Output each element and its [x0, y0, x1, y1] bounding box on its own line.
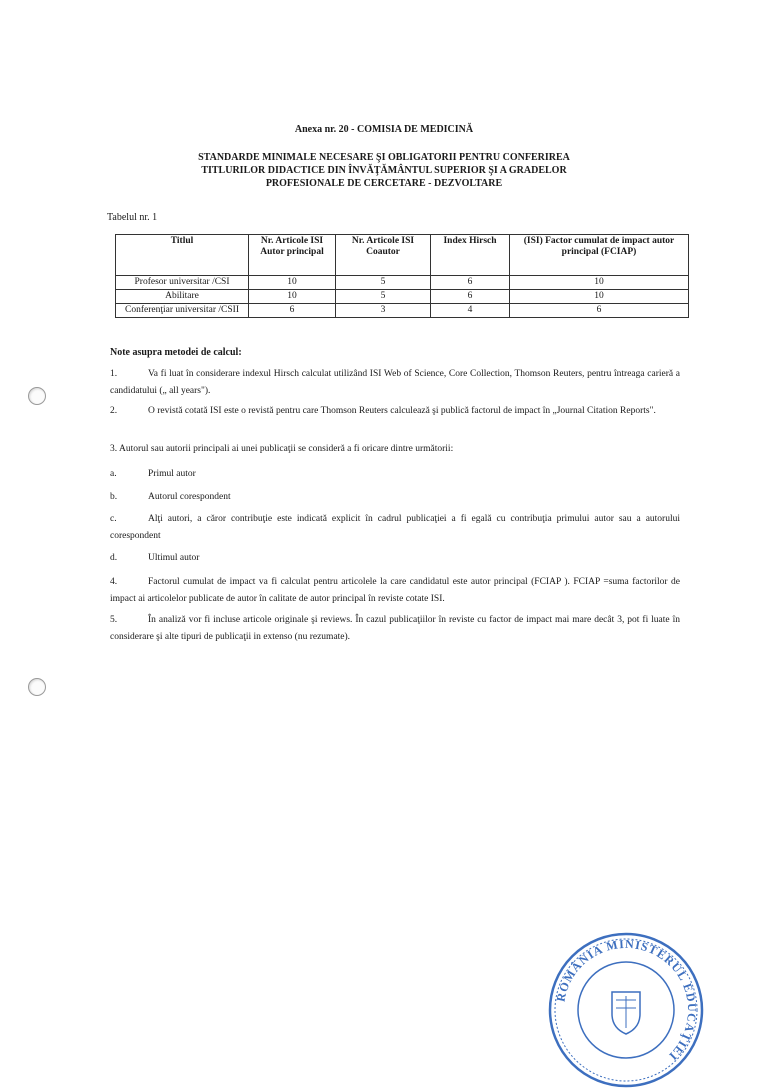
table-cell: Conferenţiar universitar /CSII [116, 304, 249, 318]
table-cell: 3 [336, 304, 431, 318]
table-cell: 5 [336, 290, 431, 304]
note-number: b. [110, 492, 118, 502]
table-row [116, 290, 689, 304]
note-item [110, 466, 680, 483]
binder-hole-icon [28, 387, 46, 405]
table-cell: 10 [249, 290, 336, 304]
column-header-hirsch: Index Hirsch [431, 235, 510, 276]
standards-title-line: PROFESIONALE DE CERCETARE - DEZVOLTARE [265, 178, 503, 189]
note-text: 3. Autorul sau autorii principali ai unei publicaţii se consideră a fi oricare dintre următorii: [110, 444, 454, 454]
table-cell: 4 [431, 304, 510, 318]
table-cell: 5 [336, 276, 431, 290]
column-header-title: Titlul [116, 235, 249, 276]
note-item [110, 574, 680, 608]
table-row [116, 304, 689, 318]
binder-hole-icon [28, 678, 46, 696]
table-header-row [116, 235, 689, 276]
table-cell: Profesor universitar /CSI [116, 276, 249, 290]
note-number: d. [110, 553, 118, 563]
note-text: În analiză vor fi incluse articole originale şi reviews. În cazul publicaţiilor în reviste cu factor de impact mai mare decât 3, pot fi luate în considerare şi alte tipuri de publicaţii in extenso (nu rezumate). [110, 615, 680, 642]
note-text: Primul autor [148, 469, 196, 479]
note-item [110, 441, 680, 458]
official-stamp-icon [546, 930, 706, 1090]
notes-title: Note asupra metodei de calcul: [110, 347, 242, 358]
note-number: 2. [110, 406, 118, 416]
note-text: Ultimul autor [148, 553, 200, 563]
note-text: Factorul cumulat de impact va fi calculat pentru articolele la care candidatul este autor principal (FCIAP ). FCIAP =suma factorilor de impact ai articolelor publicate de autor în calitate de autor principal în reviste cotate ISI. [110, 577, 680, 604]
note-number: 4. [110, 577, 118, 587]
standards-table [115, 234, 689, 318]
note-item [110, 511, 680, 545]
table-cell: 6 [249, 304, 336, 318]
table-cell: 6 [431, 290, 510, 304]
column-header-isi-coauthor: Nr. Articole ISI Coautor [336, 235, 431, 276]
note-item [110, 403, 680, 420]
table-row [116, 276, 689, 290]
note-number: 5. [110, 615, 118, 625]
note-text: O revistă cotată ISI este o revistă pentru care Thomson Reuters calculează şi publică factorul de impact în „Journal Citation Reports". [148, 406, 656, 416]
note-item [110, 366, 680, 400]
note-text: Autorul corespondent [148, 492, 231, 502]
note-text: Va fi luat în considerare indexul Hirsch calculat utilizând ISI Web of Science, Core Collection, Thomson Reuters, pentru întreaga carieră a candidatului („ all years"). [110, 369, 680, 396]
column-header-isi-author: Nr. Articole ISI Autor principal [249, 235, 336, 276]
table-cell: 10 [249, 276, 336, 290]
note-item [110, 550, 680, 567]
note-number: 1. [110, 369, 118, 379]
svg-text:ROMÂNIA MINISTERUL EDUCAŢIEI: ROMÂNIA MINISTERUL EDUCAŢIEI [553, 936, 700, 1064]
table-cell: 10 [510, 290, 689, 304]
note-text: Alţi autori, a căror contribuţie este indicată explicit în cadrul publicaţiei a fi egală cu contribuţia primului autor sau a autorului corespondent [110, 514, 680, 541]
annex-title: Anexa nr. 20 - COMISIA DE MEDICINĂ [294, 124, 474, 135]
note-item [110, 612, 680, 646]
note-number: a. [110, 469, 117, 479]
table-cell: 10 [510, 276, 689, 290]
note-number: c. [110, 514, 117, 524]
standards-title [0, 151, 768, 190]
note-item [110, 489, 680, 506]
standards-title-line: TITLURILOR DIDACTICE DIN ÎNVĂŢĂMÂNTUL SUPERIOR ŞI A GRADELOR [201, 165, 567, 176]
table-cell: Abilitare [116, 290, 249, 304]
standards-title-line: STANDARDE MINIMALE NECESARE ŞI OBLIGATORII PENTRU CONFERIREA [198, 152, 570, 163]
column-header-fciap: (ISI) Factor cumulat de impact autor principal (FCIAP) [510, 235, 689, 276]
table-cell: 6 [431, 276, 510, 290]
table-cell: 6 [510, 304, 689, 318]
table-caption: Tabelul nr. 1 [107, 212, 158, 223]
